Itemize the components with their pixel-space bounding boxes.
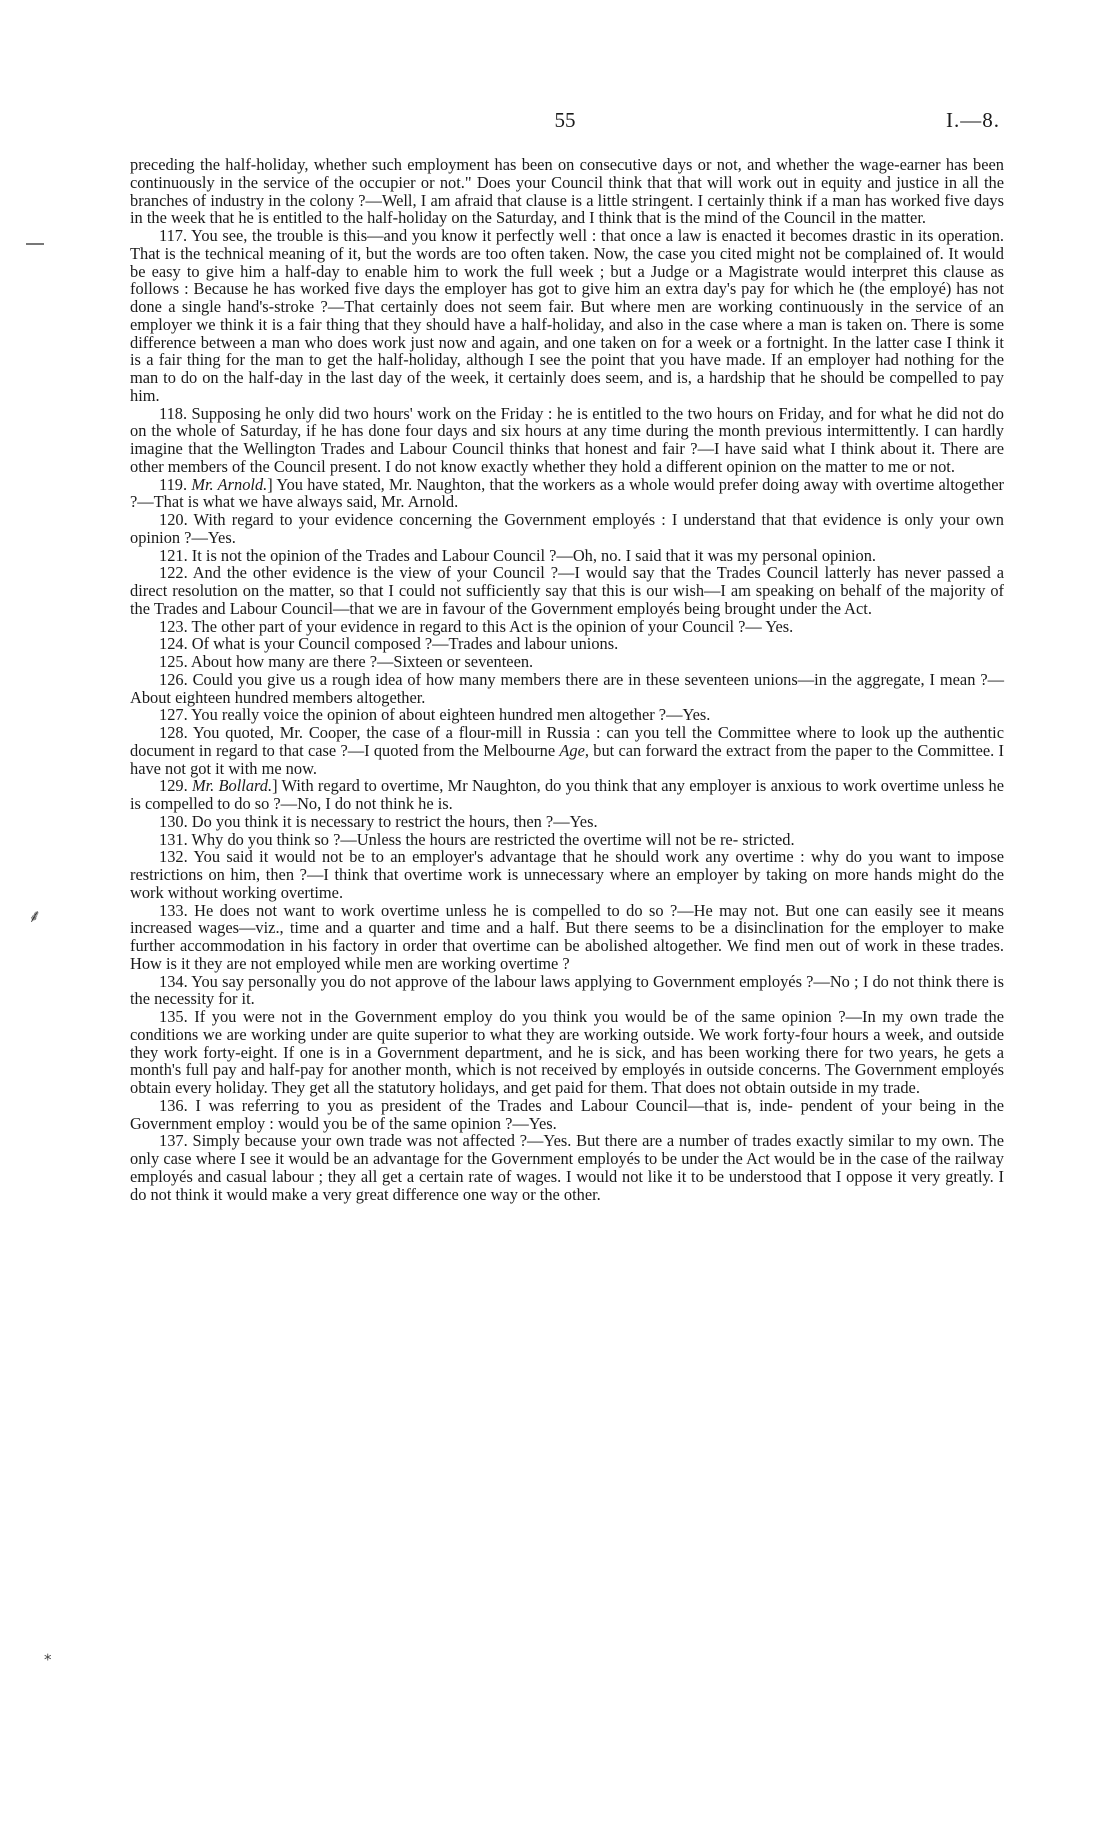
margin-mark: [26, 243, 44, 245]
page-number: 55: [554, 108, 576, 132]
margin-mark: ⁎: [44, 1646, 52, 1664]
body-text: [130, 156, 1004, 1203]
paragraph-133: 133. He does not want to work overtime unless he is compelled to do so ?—He may not. But one can easily see it means increased wages—viz., time and a quarter and time and a half. But there seems to be a disinclination for the employer to make further accommodation in his factory in order that overtime can be abolished altogether. We find men out of work in these trades. How is it they are not employed while men are working overtime ?: [130, 900, 1004, 973]
page-header: [130, 108, 1000, 138]
paragraph-130: 130. Do you think it is necessary to restrict the hours, then ?—Yes.: [159, 811, 598, 831]
paragraph-137: 137. Simply because your own trade was not affected ?—Yes. But there are a number of trades exactly similar to my own. The only case where I see it would be an advantage for the Government employés to be under the Act would be in the case of the railway employés and casual labour ; they all get a certain rate of wages. I would not like it to be understood that I oppose it very greatly. I do not think it would make a very great difference one way or the other.: [130, 1131, 1004, 1204]
paragraph-120: 120. With regard to your evidence concerning the Government employés : I understand that that evidence is only your own opinion ?—Yes.: [130, 510, 1004, 547]
paragraph-117: 117. You see, the trouble is this—and you know it perfectly well : that once a law is enacted it becomes drastic in its operation. That is the technical meaning of it, but the words are too often taken. Now, the case you cited might not be complained of. It would be easy to give him a half-day to enable him to work the full week ; but a Judge or a Magistrate would interpret this clause as follows : Because he has worked five days the employer has got to give him an extra day's pay for which he (the employé) has not done a single hand's-stroke ?—That certainly does not seem fair. But where men are working continuously in the service of an employer we think it is a fair thing that they should have a half-holiday, and also in the case where a man is taken on. There is some difference between a man who does work just now and again, and one taken on for a week or a fortnight. In the latter case I think it is a fair thing for the man to get the half-holiday, although I see the point that you have made. If an employer had nothing for the man to do on the half-day in the last day of the week, it certainly does seem, and is, a hardship that he should be compelled to pay him.: [130, 226, 1004, 405]
paragraph-121: 121. It is not the opinion of the Trades and Labour Council ?—Oh, no. I said that it was my personal opinion.: [159, 545, 877, 565]
paragraph-126: 126. Could you give us a rough idea of how many members there are in these seventeen unions—in the aggregate, I mean ?—About eighteen hundred members altogether.: [130, 669, 1004, 707]
paragraph-131: 131. Why do you think so ?—Unless the hours are restricted the overtime will not be re- stricted.: [159, 829, 795, 849]
paragraph-132: 132. You said it would not be to an employer's advantage that he should work any overtime : why do you want to impose restrictions on him, then ?—I think that overtime work is unnecessary where an employer by taking on more hands might do the work without working overtime.: [130, 847, 1004, 902]
paragraph-124: 124. Of what is your Council composed ?—Trades and labour unions.: [159, 634, 619, 654]
paragraph-continuation: preceding the half-holiday, whether such employment has been on consecutive days or not, and whether the wage-earner has been continuously in the service of the occupier or not." Does your Council think that that will work out in equity and justice in all the branches of industry in the colony ?—Well, I am afraid that clause is a little stringent. I certainly think if a man has worked five days in the week that he is entitled to the half-holiday on the Saturday, and I think that is the mind of the Council in the matter.: [130, 155, 1004, 228]
margin-mark: ⸙: [28, 906, 42, 927]
paragraph-129: 129. Mr. Bollard.] With regard to overtime, Mr Naughton, do you think that any employer is anxious to work overtime unless he is compelled to do so ?—No, I do not think he is.: [130, 776, 1005, 813]
paragraph-123: 123. The other part of your evidence in regard to this Act is the opinion of your Council ?— Yes.: [159, 616, 794, 636]
paragraph-118: 118. Supposing he only did two hours' work on the Friday : he is entitled to the two hours on Friday, and for what he did not do on the whole of Saturday, if he has done four days and six hours at any time during the month previous intermittently. I can hardly imagine that the Wellington Trades and Labour Council thinks that honest and fair ?—I have said what I think about it. There are other members of the Council present. I do not know exactly whether they hold a different opinion on the matter to me or not.: [130, 403, 1004, 476]
paragraph-134: 134. You say personally you do not approve of the labour laws applying to Government employés ?—No ; I do not think there is the necessity for it.: [130, 971, 1004, 1009]
paragraph-119: 119. Mr. Arnold.] You have stated, Mr. Naughton, that the workers as a whole would prefer doing away with overtime altogether ?—That is what we have always said, Mr. Arnold.: [130, 474, 1004, 512]
paragraph-127: 127. You really voice the opinion of about eighteen hundred men altogether ?—Yes.: [159, 705, 711, 725]
document-reference: I.—8.: [946, 108, 1000, 132]
paragraph-136: 136. I was referring to you as president of the Trades and Labour Council—that is, inde- pendent of your being in the Government employ : would you be of the same opinion ?—Yes.: [130, 1095, 1004, 1133]
paragraph-128: 128. You quoted, Mr. Cooper, the case of a flour-mill in Russia : can you tell the Committee where to look up the authentic document in regard to that case ?—I quoted from the Melbourne Age, but can forward the extract from the paper to the Committee. I have not got it with me now.: [130, 723, 1004, 778]
paragraph-122: 122. And the other evidence is the view of your Council ?—I would say that the Trades Council latterly has never passed a direct resolution on the matter, so that I could not sufficiently say that this is our wish—I am speaking on behalf of the majority of the Trades and Labour Council—that we are in favour of the Government employés being brought under the Act.: [130, 563, 1004, 618]
paragraph-135: 135. If you were not in the Government employ do you think you would be of the same opinion ?—In my own trade the conditions we are working under are quite superior to what they are working outside. We work forty-four hours a week, and outside they work forty-eight. If one is in a Government department, and he is sick, and has been working there for two years, he gets a month's full pay and half-pay for another month, which is not received by employés in outside concerns. The Government employés obtain every holiday. They get all the statutory holidays, and get paid for them. That does not obtain outside in my trade.: [130, 1007, 1004, 1097]
paragraph-125: 125. About how many are there ?—Sixteen or seventeen.: [159, 652, 534, 671]
